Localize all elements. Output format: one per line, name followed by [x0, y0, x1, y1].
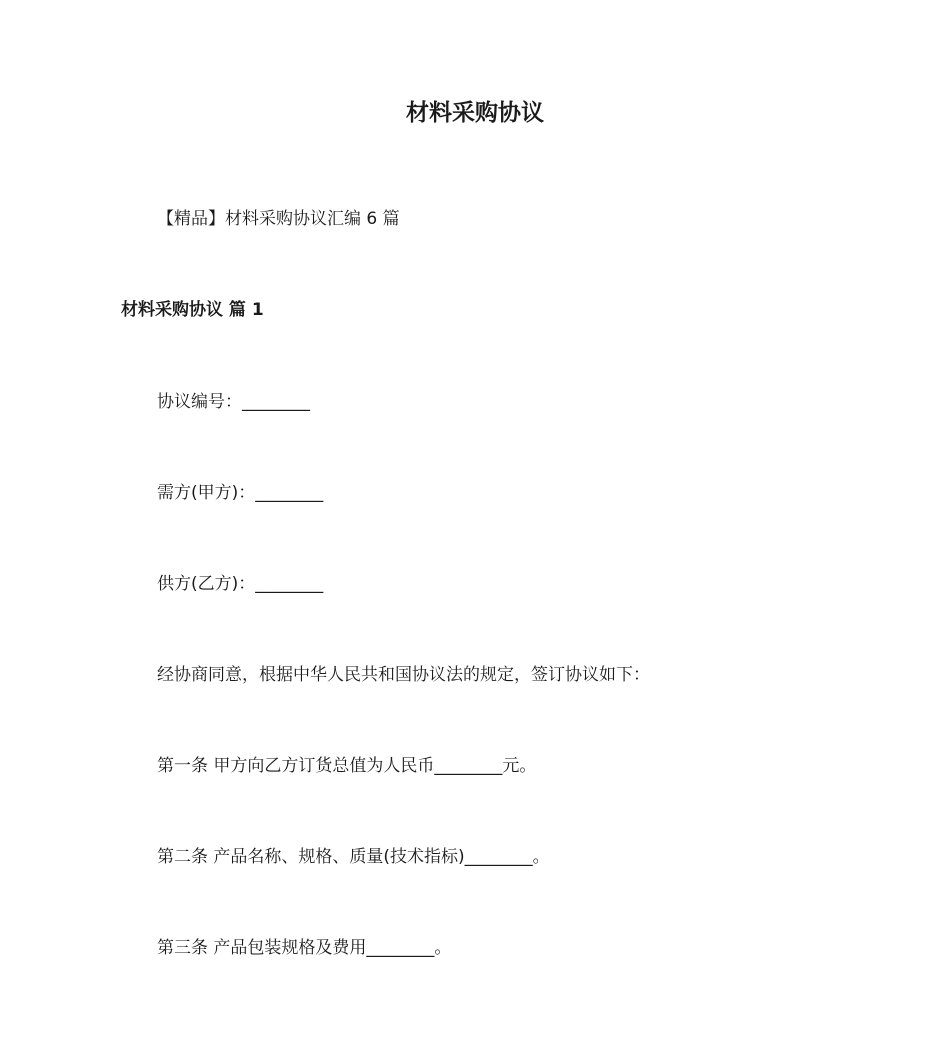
- article-2: 第二条 产品名称、规格、质量(技术指标)________。: [157, 847, 550, 867]
- article-1: 第一条 甲方向乙方订货总值为人民币________元。: [157, 756, 537, 776]
- buyer-line: 需方(甲方)：________: [157, 483, 324, 503]
- section-heading: 材料采购协议 篇 1: [121, 300, 264, 320]
- intro-line: 【精品】材料采购协议汇编 6 篇: [157, 209, 400, 229]
- preamble-paragraph: 经协商同意，根据中华人民共和国协议法的规定，签订协议如下：: [157, 665, 650, 685]
- supplier-line: 供方(乙方)：________: [157, 574, 324, 594]
- document-title: 材料采购协议: [406, 100, 544, 126]
- article-3: 第三条 产品包装规格及费用________。: [157, 938, 452, 958]
- agreement-number-line: 协议编号：________: [157, 392, 310, 412]
